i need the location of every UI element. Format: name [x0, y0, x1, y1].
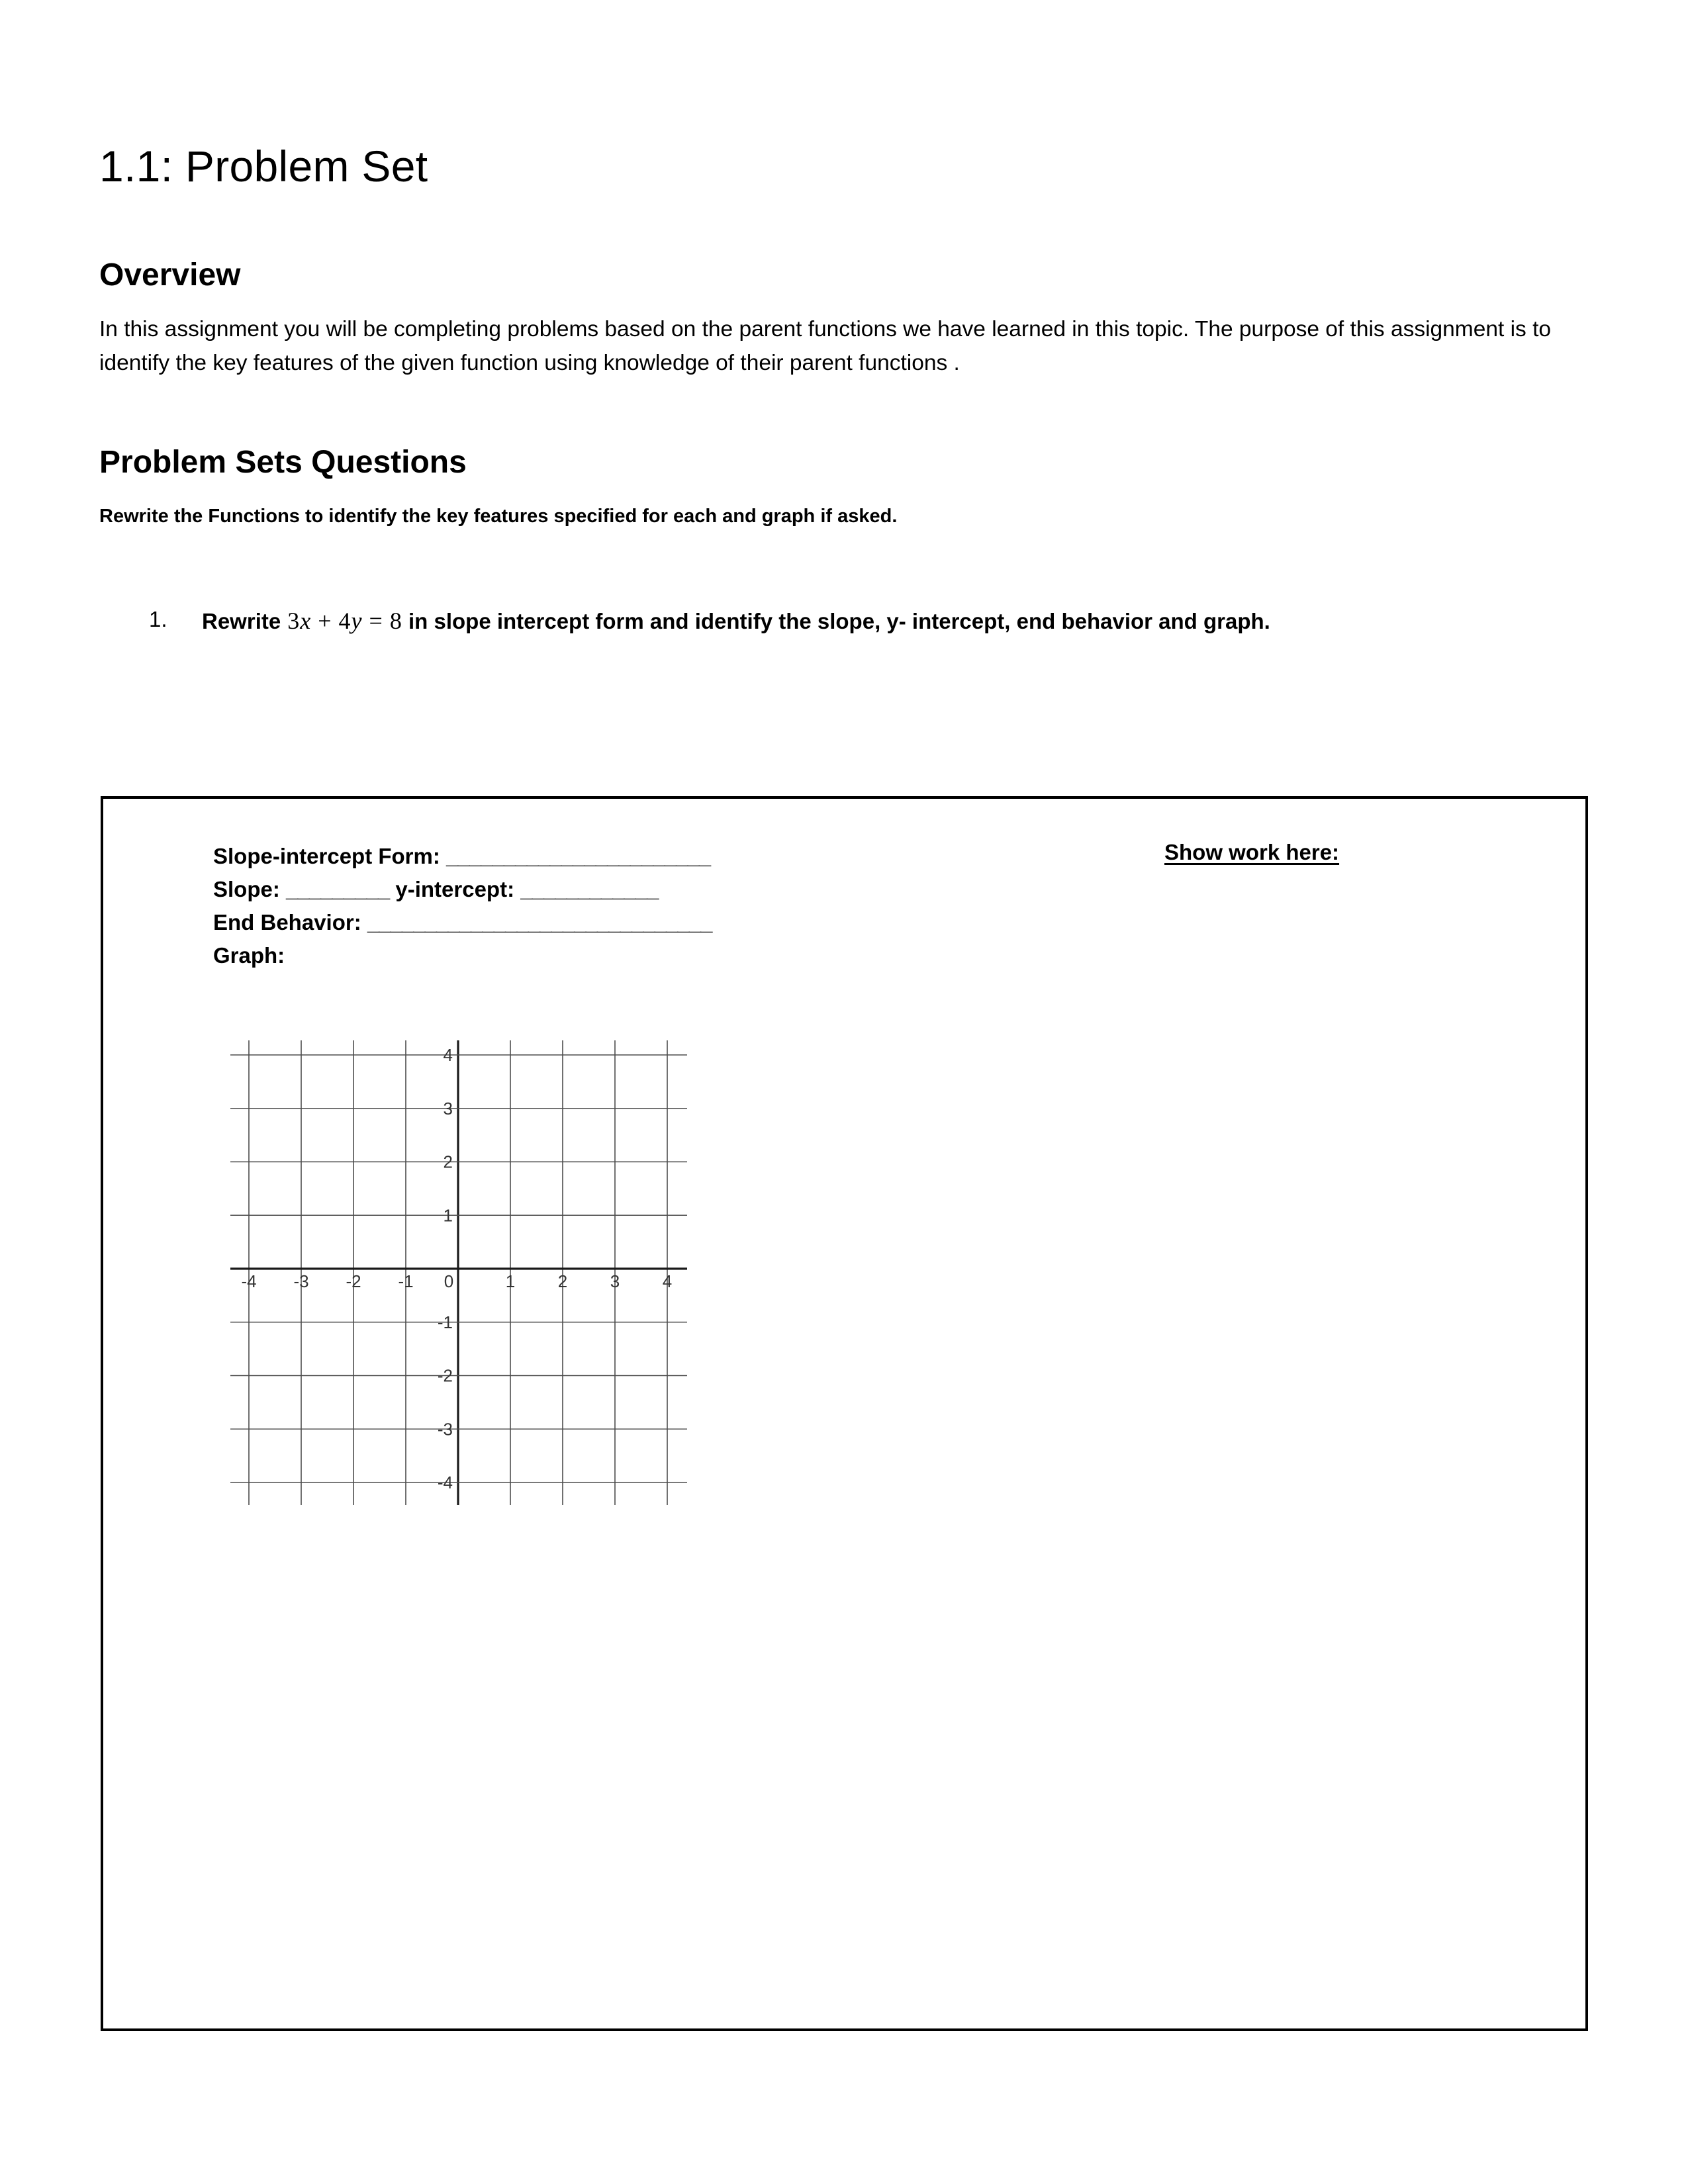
- slope-intercept-form-row: [213, 840, 712, 873]
- x-tick-label-3: 3: [610, 1271, 620, 1291]
- y-intercept-label: y-intercept:: [395, 877, 515, 902]
- question-equation: [281, 608, 402, 634]
- question-lead-text: Rewrite: [202, 609, 281, 634]
- question-number: 1.: [149, 607, 167, 632]
- overview-heading: Overview: [99, 257, 241, 293]
- coordinate-grid: [216, 1021, 739, 1524]
- slope-blank[interactable]: _________: [286, 877, 390, 902]
- equation-coef1: 3: [287, 608, 301, 635]
- y-tick-label-2: 2: [443, 1152, 453, 1172]
- slope-intercept-form-blank[interactable]: _______________________: [446, 844, 711, 868]
- equation-op1: +: [318, 608, 332, 635]
- slope-intercept-form-label: Slope-intercept Form:: [213, 844, 440, 868]
- document-content: [99, 0, 1592, 639]
- slope-and-y-intercept-row: [213, 873, 712, 906]
- question-item-1: [149, 604, 1526, 638]
- x-tick-label--3: -3: [293, 1271, 309, 1291]
- coordinate-grid-svg[interactable]: [216, 1021, 739, 1524]
- equation-rhs: 8: [389, 608, 402, 635]
- end-behavior-label: End Behavior:: [213, 910, 361, 935]
- answer-box: [101, 796, 1588, 2031]
- equation-var1: x: [300, 608, 312, 635]
- question-tail-text: [402, 609, 1270, 633]
- y-intercept-blank[interactable]: ____________: [520, 877, 659, 902]
- x-tick-label-0: 0: [444, 1271, 454, 1291]
- x-tick-label-2: 2: [557, 1271, 568, 1291]
- slope-label: Slope:: [213, 877, 280, 902]
- question-tail-label: in slope intercept form and identify the slope, y- intercept, end behavior and graph.: [408, 609, 1270, 634]
- equation-equals: =: [369, 608, 383, 635]
- graph-label: Graph:: [213, 943, 285, 968]
- equation-var2: y: [351, 608, 363, 635]
- equation-coef2: 4: [338, 608, 352, 635]
- x-tick-label--1: -1: [398, 1271, 414, 1291]
- y-tick-label--4: -4: [437, 1473, 453, 1492]
- end-behavior-row: [213, 906, 712, 939]
- x-tick-label-1: 1: [505, 1271, 516, 1291]
- graph-row: [213, 939, 712, 972]
- overview-paragraph: In this assignment you will be completing problems based on the parent functions we have learned in this topic. The purpose of this assignment is to identify the key features of the given function using knowledge of their parent functions .: [99, 316, 1552, 375]
- x-tick-label-4: 4: [662, 1271, 673, 1291]
- question-list: [99, 529, 1592, 638]
- x-tick-label--4: -4: [241, 1271, 257, 1291]
- y-tick-label--2: -2: [437, 1365, 453, 1386]
- show-work-here-label: Show work here:: [1164, 840, 1340, 864]
- answer-fields: [213, 840, 712, 973]
- end-behavior-blank[interactable]: ______________________________: [367, 910, 712, 935]
- y-tick-label--3: -3: [437, 1419, 453, 1439]
- problem-sets-heading: Problem Sets Questions: [99, 444, 467, 480]
- page-title: 1.1: Problem Set: [99, 142, 428, 191]
- y-tick-label-3: 3: [443, 1098, 453, 1118]
- y-tick-label-4: 4: [443, 1045, 453, 1065]
- problem-sets-instruction: Rewrite the Functions to identify the key features specified for each and graph if asked.: [99, 505, 898, 527]
- y-tick-label--1: -1: [437, 1312, 453, 1332]
- x-tick-label--2: -2: [346, 1271, 361, 1291]
- y-tick-label-1: 1: [443, 1205, 453, 1226]
